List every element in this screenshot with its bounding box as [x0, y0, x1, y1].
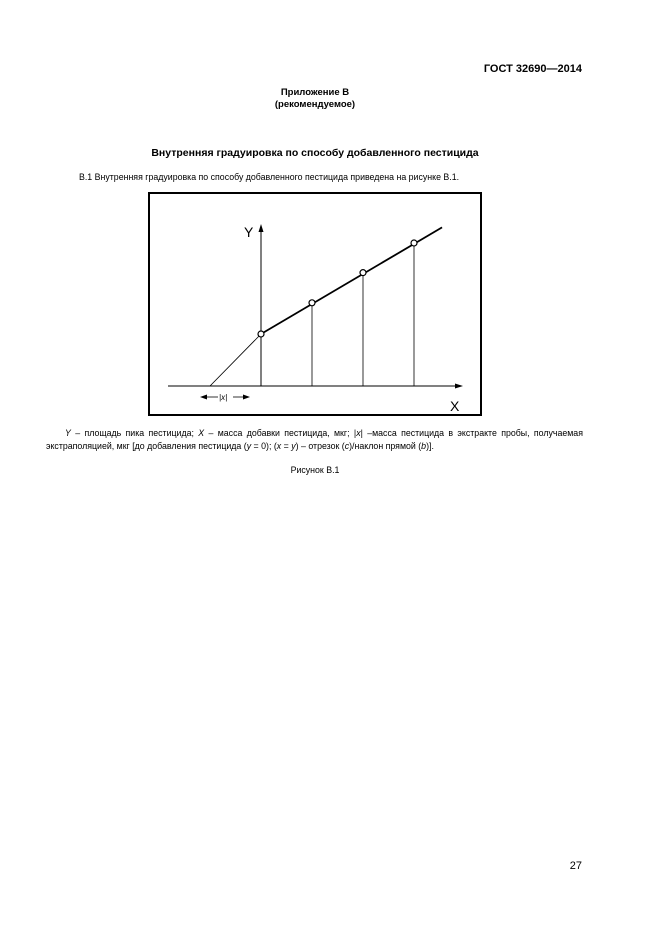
extrapolation-line [210, 334, 261, 386]
legend-y-eq2: y [291, 441, 296, 451]
section-heading: Внутренняя градуировка по способу добавленного пестицида [151, 147, 479, 159]
appendix-title-block [0, 87, 630, 111]
data-point-1 [258, 331, 264, 337]
legend-x-eq-mid: = [281, 441, 292, 451]
legend-x-eq: x [276, 441, 282, 451]
legend-x-var: X [198, 428, 205, 438]
page-number: 27 [569, 860, 582, 872]
legend-x-abs-desc: | –масса пестицида в экстракте пробы, получаемая экстраполяцией, мкг [до добавления пестицида ( [46, 428, 583, 451]
calibration-chart [150, 194, 480, 414]
vertical-drops [312, 243, 414, 386]
section-paragraph: В.1 Внутренняя градуировка по способу добавленного пестицида приведена на рисунке В.1. [79, 172, 460, 182]
data-point-3 [360, 270, 366, 276]
legend-x-abs: x [356, 428, 361, 438]
x-axis-label: X [450, 398, 460, 414]
figure-caption: Рисунок В.1 [290, 465, 340, 475]
legend-x-eq-end: ) – отрезок ( [295, 441, 345, 451]
y-axis-label: Y [244, 224, 254, 240]
appendix-subtitle: (рекомендуемое) [274, 99, 356, 110]
y-axis-arrow-icon [259, 224, 264, 232]
offset-label: |x| [219, 393, 228, 402]
legend-b-end: )]. [426, 441, 434, 451]
legend-y-eq: y [246, 441, 252, 451]
legend-b-var: b [421, 441, 427, 451]
data-point-4 [411, 240, 417, 246]
x-axis-arrow-icon [455, 384, 463, 389]
appendix-title: Приложение В [280, 87, 350, 98]
legend-c-var: c [344, 441, 350, 451]
legend-c-desc: )/наклон прямой ( [349, 441, 422, 451]
legend-x-desc: – масса добавки пестицида, мкг; | [204, 428, 357, 438]
offset-arrow-left-icon [200, 395, 207, 400]
figure-frame [148, 192, 482, 416]
legend-y-eq-val: = 0); ( [251, 441, 277, 451]
document-code: ГОСТ 32690—2014 [483, 63, 582, 75]
legend-y-desc: – площадь пика пестицида; [70, 428, 199, 438]
figure-legend [46, 427, 583, 453]
offset-arrow-right-icon [243, 395, 250, 400]
legend-y-var: Y [65, 428, 71, 438]
data-point-2 [309, 300, 315, 306]
